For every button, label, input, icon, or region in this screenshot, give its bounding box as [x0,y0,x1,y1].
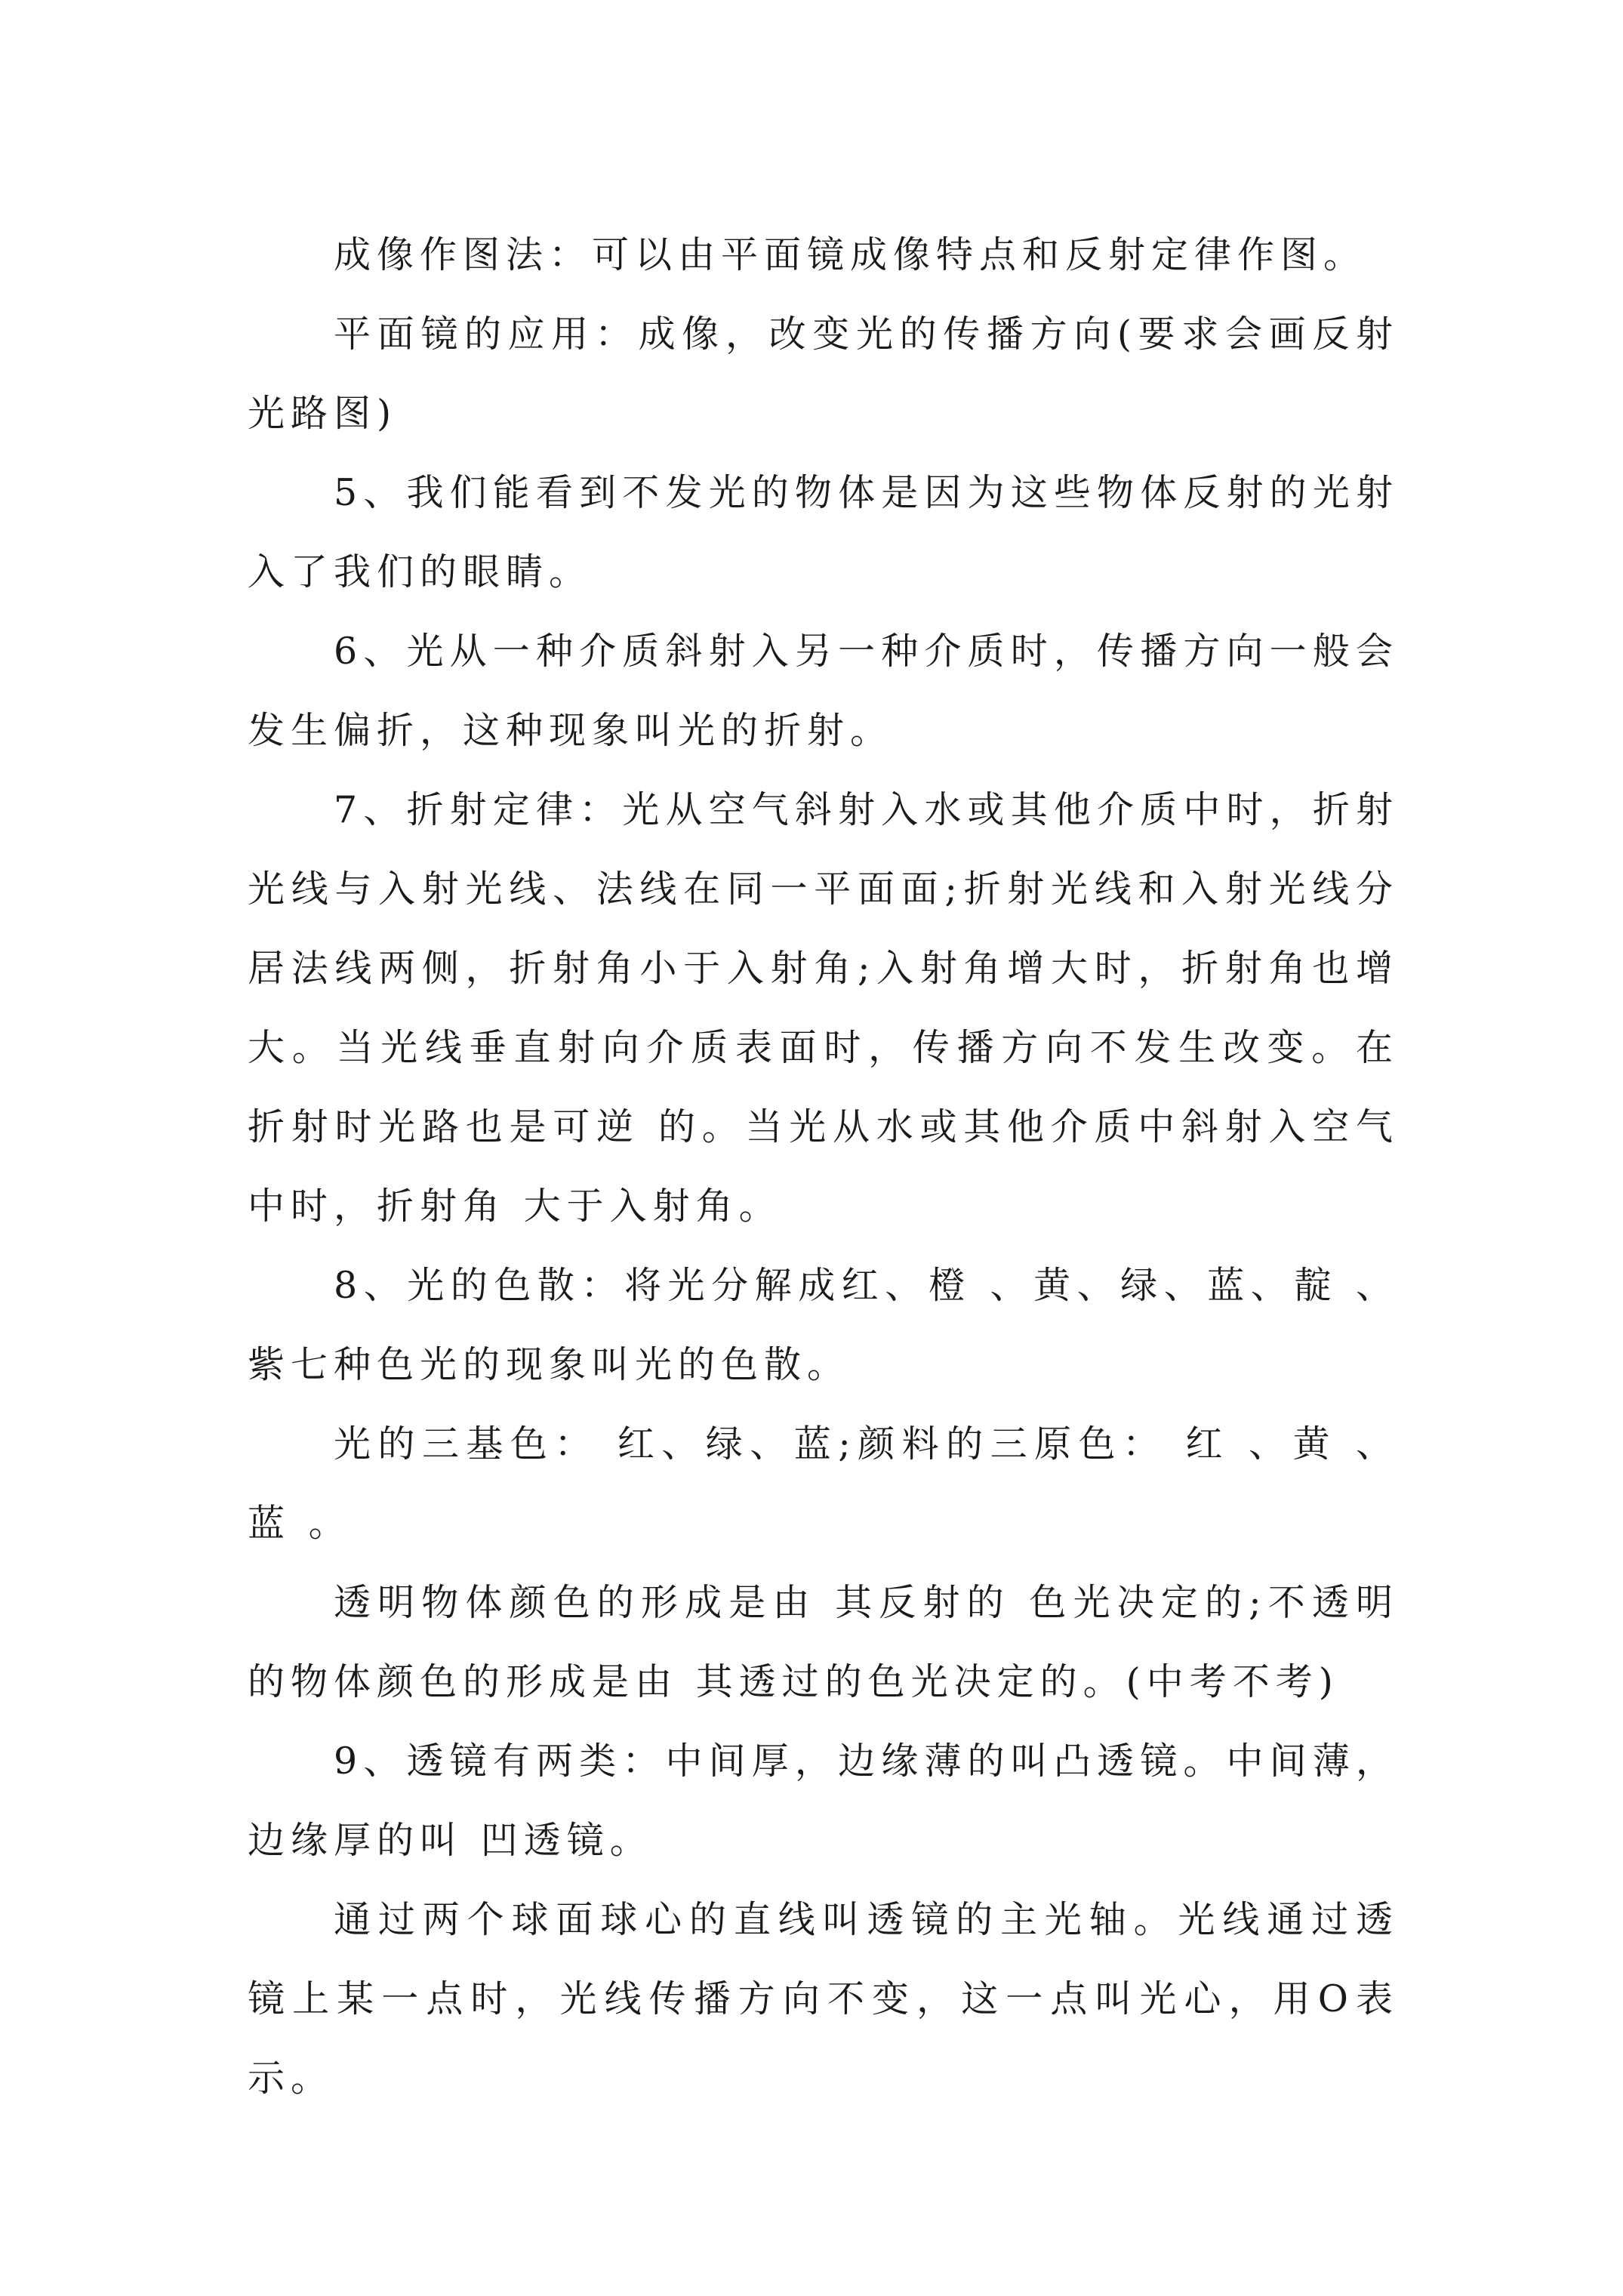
paragraph-item-7: 7、折射定律：光从空气斜射入水或其他介质中时，折射光线与入射光线、法线在同一平面面;折射光线和入射光线分居法线两侧，折射角小于入射角;入射角增大时，折射角也增大。当光线垂直射向介质表面时，传播方向不发生改变。在折射时光路也是可逆 的。当光从水或其他介质中斜射入空气中时，折射角 大于入射角。 [248,788,1399,1228]
paragraph-imaging-drawing: 成像作图法：可以由平面镜成像特点和反射定律作图。 [334,233,1367,276]
paragraph-item-8: 8、光的色散：将光分解成红、橙 、黄、绿、蓝、靛 、紫七种色光的现象叫光的色散。 [248,1264,1399,1386]
paragraph-item-6: 6、光从一种介质斜射入另一种介质时，传播方向一般会发生偏折，这种现象叫光的折射。 [248,630,1399,752]
paragraph-object-color: 透明物体颜色的形成是由 其反射的 色光决定的;不透明的物体颜色的形成是由 其透过的色光决定的。(中考不考) [248,1581,1399,1703]
document-body [248,215,1399,2118]
paragraph-item-9: 9、透镜有两类：中间厚，边缘薄的叫凸透镜。中间薄，边缘厚的叫 凹透镜。 [248,1740,1399,1862]
paragraph-principal-axis: 通过两个球面球心的直线叫透镜的主光轴。光线通过透镜上某一点时，光线传播方向不变，这一点叫光心，用O表示。 [248,1898,1399,2100]
paragraph-primary-colors: 光的三基色： 红、绿、蓝;颜料的三原色： 红 、黄 、蓝 。 [248,1422,1399,1545]
paragraph-item-5: 5、我们能看到不发光的物体是因为这些物体反射的光射入了我们的眼睛。 [248,471,1399,593]
paragraph-plane-mirror-application: 平面镜的应用：成像，改变光的传播方向(要求会画反射光路图) [248,313,1399,435]
